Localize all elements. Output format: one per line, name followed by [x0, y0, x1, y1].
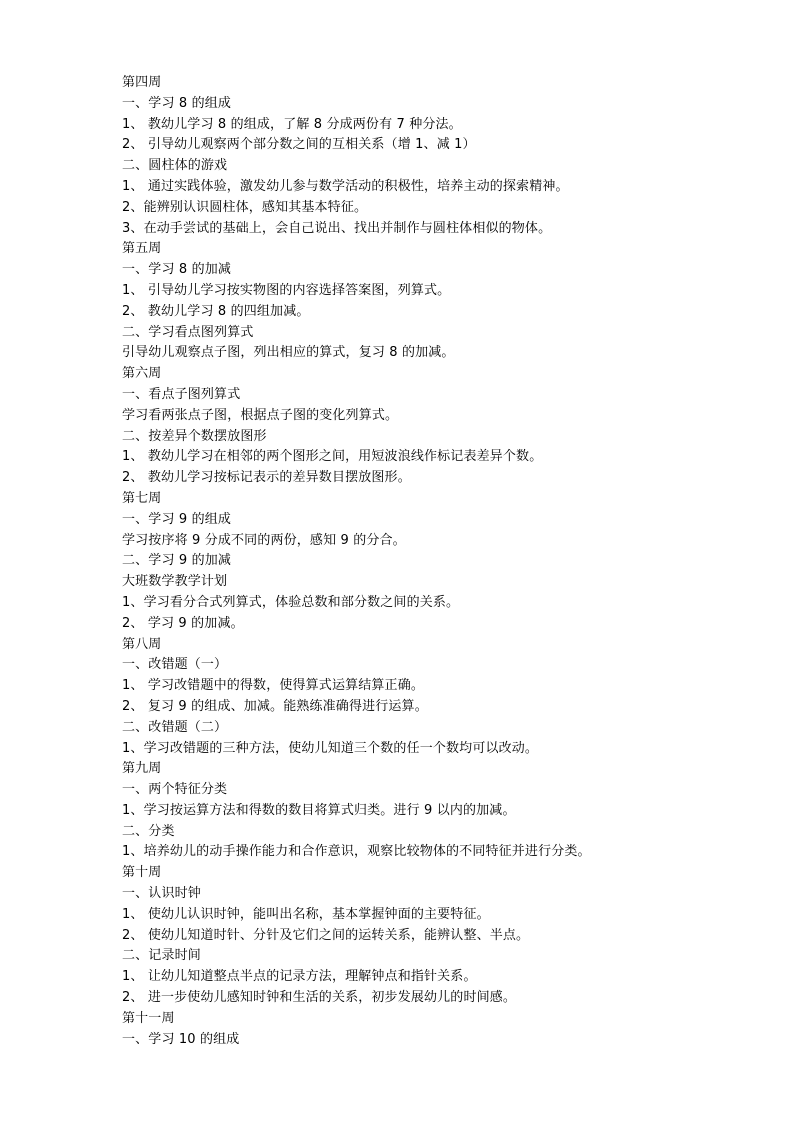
section-heading: 一、改错题（一） [122, 657, 228, 673]
paragraph: 引导幼儿观察点子图，列出相应的算式，复习 8 的加减。 [122, 345, 455, 361]
list-item: 1、 让幼儿知道整点半点的记录方法，理解钟点和指针关系。 [122, 969, 477, 985]
week-heading: 第五周 [122, 241, 162, 257]
section-heading: 二、学习看点图列算式 [122, 324, 254, 340]
section-heading: 一、看点子图列算式 [122, 386, 241, 402]
section-heading: 二、分类 [122, 823, 175, 839]
section-heading: 一、学习 10 的组成 [122, 1031, 240, 1047]
section-heading: 一、学习 9 的组成 [122, 511, 232, 527]
week-heading: 第九周 [122, 761, 162, 777]
week-heading: 第十周 [122, 865, 162, 881]
document-body [122, 73, 762, 1050]
section-heading: 二、记录时间 [122, 948, 201, 964]
section-heading: 一、认识时钟 [122, 886, 201, 902]
list-item: 2、 进一步使幼儿感知时钟和生活的关系，初步发展幼儿的时间感。 [122, 990, 517, 1006]
section-heading: 二、圆柱体的游戏 [122, 158, 228, 174]
list-item: 1、学习改错题的三种方法，使幼儿知道三个数的任一个数均可以改动。 [122, 740, 539, 756]
list-item: 2、能辨别认识圆柱体，感知其基本特征。 [122, 199, 368, 215]
list-item: 1、 学习改错题中的得数，使得算式运算结算正确。 [122, 678, 425, 694]
paragraph: 学习看两张点子图，根据点子图的变化列算式。 [122, 407, 399, 423]
week-heading: 第八周 [122, 636, 162, 652]
section-heading: 二、改错题（二） [122, 719, 228, 735]
section-heading: 一、学习 8 的加减 [122, 262, 232, 278]
list-item: 2、 教幼儿学习 8 的四组加减。 [122, 303, 310, 319]
section-heading: 一、学习 8 的组成 [122, 95, 232, 111]
list-item: 2、 引导幼儿观察两个部分数之间的互相关系（增 1、减 1） [122, 137, 476, 153]
list-item: 1、 引导幼儿学习按实物图的内容选择答案图，列算式。 [122, 282, 451, 298]
week-heading: 第四周 [122, 75, 162, 90]
paragraph: 学习按序将 9 分成不同的两份，感知 9 的分合。 [122, 532, 406, 548]
list-item: 3、在动手尝试的基础上，会自己说出、找出并制作与圆柱体相似的物体。 [122, 220, 552, 236]
section-heading: 一、两个特征分类 [122, 782, 228, 798]
list-item: 1、 使幼儿认识时钟，能叫出名称，基本掌握钟面的主要特征。 [122, 906, 490, 922]
list-item: 1、学习按运算方法和得数的数目将算式归类。进行 9 以内的加减。 [122, 802, 516, 818]
week-heading: 第十一周 [122, 1010, 175, 1026]
list-item: 2、 使幼儿知道时针、分针及它们之间的运转关系，能辨认整、半点。 [122, 927, 530, 943]
list-item: 2、 学习 9 的加减。 [122, 615, 244, 631]
list-item: 1、 教幼儿学习在相邻的两个图形之间，用短波浪线作标记表差异个数。 [122, 449, 543, 465]
list-item: 1、 教幼儿学习 8 的组成，了解 8 分成两份有 7 种分法。 [122, 116, 462, 132]
list-item: 1、 通过实践体验，激发幼儿参与数学活动的积极性，培养主动的探索精神。 [122, 178, 569, 194]
week-heading: 第六周 [122, 366, 162, 382]
list-item: 1、学习看分合式列算式，体验总数和部分数之间的关系。 [122, 594, 460, 610]
section-heading: 二、学习 9 的加减 [122, 553, 232, 569]
week-heading: 第七周 [122, 490, 162, 506]
list-item: 1、培养幼儿的动手操作能力和合作意识，观察比较物体的不同特征并进行分类。 [122, 844, 591, 860]
section-heading: 二、按差异个数摆放图形 [122, 428, 267, 444]
list-item: 2、 复习 9 的组成、加减。能熟练准确得进行运算。 [122, 698, 428, 714]
list-item: 2、 教幼儿学习按标记表示的差异数目摆放图形。 [122, 470, 411, 486]
document-title-line: 大班数学教学计划 [122, 574, 228, 590]
